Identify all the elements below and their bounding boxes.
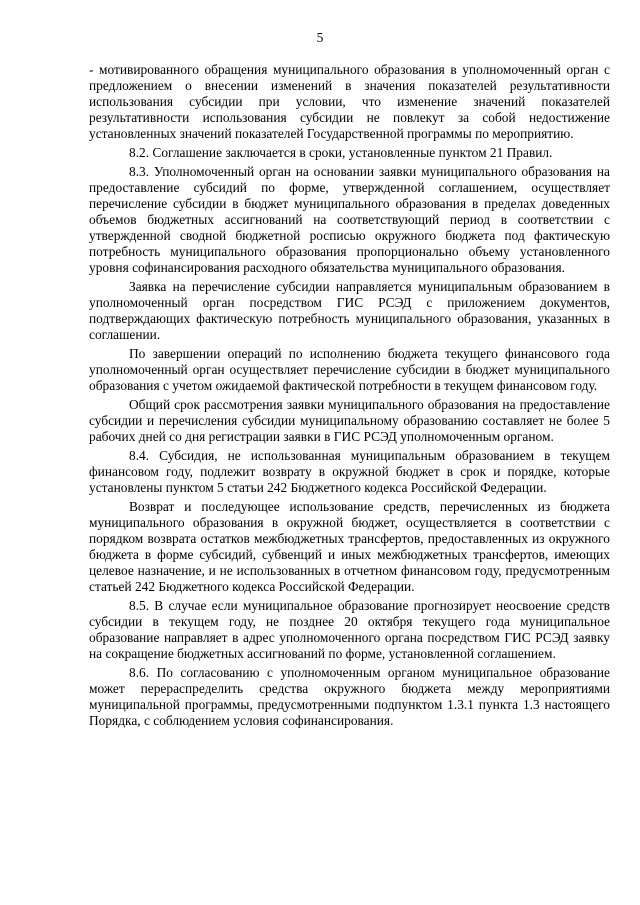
paragraph: Возврат и последующее использование средств, перечисленных из бюджета муниципального образования в окружной бюджет, осуществляется в соответствии с порядком возврата остатков межбюджетных трансфертов, предоставленных из окружного бюджета в форме субсидий, субвенций и иных межбюджетных трансфертов, имеющих целевое назначение, и не использованных в отчетном финансовом году, предусмотренным статьей 242 Бюджетного кодекса Российской Федерации. (89, 499, 610, 594)
paragraph: Заявка на перечисление субсидии направляется муниципальным образованием в уполномоченный орган посредством ГИС РСЭД с приложением документов, подтверждающих фактическую потребность муниципального образования, указанных в соглашении. (89, 279, 610, 342)
paragraph: 8.3. Уполномоченный орган на основании заявки муниципального образования на предоставление субсидий по форме, утвержденной соглашением, осуществляет перечисление субсидии в бюджет муниципального образования в пределах доведенных объемов бюджетных ассигнований на соответствующий период в соответствии с утвержденной сводной бюджетной росписью окружного бюджета под фактическую потребность муниципального образования пропорционально объему установленного уровня софинансирования расходного обязательства муниципального образования. (89, 164, 610, 275)
paragraph: По завершении операций по исполнению бюджета текущего финансового года уполномоченный орган осуществляет перечисление субсидии в бюджет муниципального образования с учетом ожидаемой фактической потребности в текущем финансовом году. (89, 346, 610, 393)
page-number: 5 (316, 30, 324, 45)
paragraph: Общий срок рассмотрения заявки муниципального образования на предоставление субсидии и перечисления субсидии муниципальному образованию составляет не более 5 рабочих дней со дня регистрации заявки в ГИС РСЭД уполномоченным органом. (89, 397, 610, 444)
paragraph: 8.4. Субсидия, не использованная муниципальным образованием в текущем финансовом году, подлежит возврату в окружной бюджет в срок и порядке, которые установлены пунктом 5 статьи 242 Бюджетного кодекса Российской Федерации. (89, 448, 610, 495)
paragraph: 8.2. Соглашение заключается в сроки, установленные пунктом 21 Правил. (129, 145, 553, 160)
document-body (89, 62, 610, 732)
paragraph: - мотивированного обращения муниципального образования в уполномоченный орган с предложением о внесении изменений в значения показателей результативности использования субсидии при условии, что изменение значений показателей результативности использования субсидии не повлекут за собой недостижение установленных значений показателей Государственной программы по мероприятию. (89, 62, 610, 141)
paragraph: 8.5. В случае если муниципальное образование прогнозирует неосвоение средств субсидии в текущем году, не позднее 20 октября текущего года муниципальное образование направляет в адрес уполномоченного органа посредством ГИС РСЭД заявку на сокращение бюджетных ассигнований по форме, установленной соглашением. (89, 598, 610, 661)
paragraph: 8.6. По согласованию с уполномоченным органом муниципальное образование может перераспределить средства окружного бюджета между мероприятиями муниципальной программы, предусмотренными подпунктом 1.3.1 пункта 1.3 настоящего Порядка, с соблюдением условия софинансирования. (89, 665, 610, 728)
